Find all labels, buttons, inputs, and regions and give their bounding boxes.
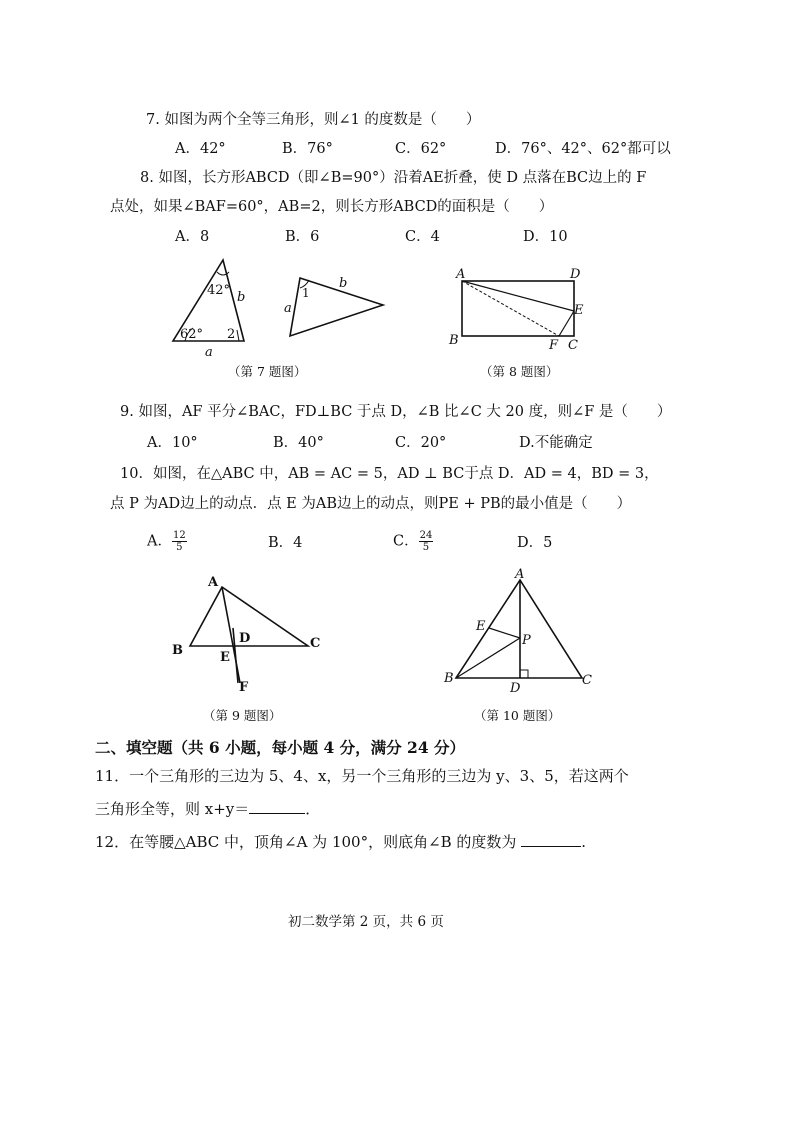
option-a-numerator: 12 (172, 530, 186, 541)
figure-7 (165, 250, 405, 360)
question-12-answer-blank[interactable] (521, 832, 581, 847)
fig7-label-2: 2 (227, 327, 236, 342)
fig10-label-a: A (515, 567, 525, 582)
fig10-right-angle-mark (520, 670, 528, 678)
option-c-numerator: 24 (419, 530, 433, 541)
question-11-stem-prefix: 三角形全等，则 x+y＝ (95, 800, 250, 818)
question-9-option-c: C．20° (395, 435, 447, 451)
question-8-stem-line2: 点处，如果∠BAF=60°，AB=2，则长方形ABCD的面积是（ ） (110, 199, 554, 215)
fig9-label-d: D (239, 631, 251, 646)
question-7-option-d: D．76°、42°、62°都可以 (495, 141, 671, 157)
question-12-stem-prefix: 12．在等腰△ABC 中，顶角∠A 为 100°，则底角∠B 的度数为 (95, 833, 522, 851)
fig9-perpendicular-fd (233, 628, 238, 683)
question-10-stem-line1: 10．如图，在△ABC 中，AB = AC = 5，AD ⊥ BC于点 D．AD = 4，BD = 3， (120, 466, 659, 482)
fig10-segment-pb (456, 638, 520, 678)
question-9-option-b: B．40° (273, 435, 324, 451)
fig7-label-b2: b (339, 276, 348, 291)
fig8-rectangle (462, 281, 574, 336)
question-11-stem-line1: 11．一个三角形的三边为 5、4、x，另一个三角形的三边为 y、3、5，若这两个 (95, 767, 629, 785)
fig10-label-c: C (582, 673, 592, 688)
fig8-label-d: D (570, 267, 581, 282)
figure-9 (170, 573, 330, 693)
figure-8-caption: （第 8 题图） (480, 364, 559, 379)
question-8-option-c: C．4 (405, 229, 440, 245)
fig8-fold-line-ae (462, 281, 574, 311)
question-11-answer-blank[interactable] (249, 799, 305, 814)
fig7-label-42: 42° (207, 283, 231, 298)
fig10-segment-pe (489, 628, 520, 638)
question-10-option-a-prefix: A． (147, 533, 172, 550)
question-8-option-a: A．8 (175, 229, 210, 245)
fig8-segment-af (462, 281, 559, 336)
fig8-label-b: B (449, 333, 459, 348)
question-12-stem (95, 832, 586, 852)
question-10-option-a (147, 530, 187, 553)
question-10-stem-line2: 点 P 为AD边上的动点．点 E 为AB边上的动点，则PE + PB的最小值是（ ） (110, 496, 632, 512)
question-10-option-c (393, 530, 433, 553)
figure-7-caption: （第 7 题图） (228, 364, 307, 379)
fig9-label-f: F (239, 680, 249, 695)
fig10-label-p: P (522, 633, 531, 648)
question-8-stem-line1: 8. 如图，长方形ABCD（即∠B=90°）沿着AE折叠，使 D 点落在BC边上的 F (140, 170, 647, 186)
question-7-stem: 7. 如图为两个全等三角形，则∠1 的度数是（ ） (146, 112, 481, 128)
option-c-denominator: 5 (422, 542, 430, 553)
figure-9-caption: （第 9 题图） (203, 708, 282, 723)
question-7-option-b: B．76° (282, 141, 333, 157)
fig9-label-e: E (220, 650, 230, 665)
fig7-label-1: 1 (302, 286, 310, 300)
question-10-option-b: B．4 (268, 535, 303, 551)
fig7-label-a: a (205, 345, 213, 360)
fig8-label-f: F (549, 338, 559, 353)
question-12-stem-suffix: . (581, 833, 586, 851)
fig8-label-a: A (456, 267, 466, 282)
question-7-option-a: A．42° (175, 141, 226, 157)
question-8-option-d: D．10 (523, 229, 568, 245)
question-10-option-c-fraction (419, 530, 434, 553)
question-11-stem-line2 (95, 799, 320, 819)
fig10-triangle-abc (456, 580, 582, 678)
question-10-option-c-prefix: C． (393, 533, 419, 550)
question-7-option-c: C．62° (395, 141, 447, 157)
figure-10 (440, 566, 610, 696)
figure-10-caption: （第 10 题图） (474, 708, 561, 723)
question-11-stem-suffix: ． (305, 800, 321, 818)
fig9-label-c: C (310, 636, 321, 651)
fig8-label-c: C (568, 338, 578, 353)
question-9-option-d: D.不能确定 (519, 435, 593, 451)
option-a-denominator: 5 (176, 542, 183, 553)
fig8-segment-fe (559, 311, 574, 336)
fig10-label-d: D (510, 681, 521, 696)
question-9-stem: 9. 如图，AF 平分∠BAC，FD⊥BC 于点 D，∠B 比∠C 大 20 度，则∠F 是（ ） (120, 404, 672, 420)
fig9-label-b: B (172, 643, 183, 658)
fig7-label-a2: a (284, 301, 292, 316)
question-10-option-d: D．5 (517, 535, 553, 551)
figure-8 (448, 262, 598, 352)
section-2-title: 二、填空题（共 6 小题，每小题 4 分，满分 24 分） (95, 738, 466, 757)
question-8-option-b: B．6 (285, 229, 320, 245)
page-footer: 初二数学第 2 页，共 6 页 (288, 914, 444, 930)
question-10-option-a-fraction (172, 530, 187, 553)
fig7-label-62: 62° (180, 327, 204, 342)
fig10-label-e: E (476, 619, 486, 634)
fig8-label-e: E (574, 303, 584, 318)
question-9-option-a: A．10° (147, 435, 198, 451)
fig7-label-b: b (237, 290, 246, 305)
fig9-label-a: A (208, 575, 219, 590)
fig10-label-b: B (444, 671, 454, 686)
